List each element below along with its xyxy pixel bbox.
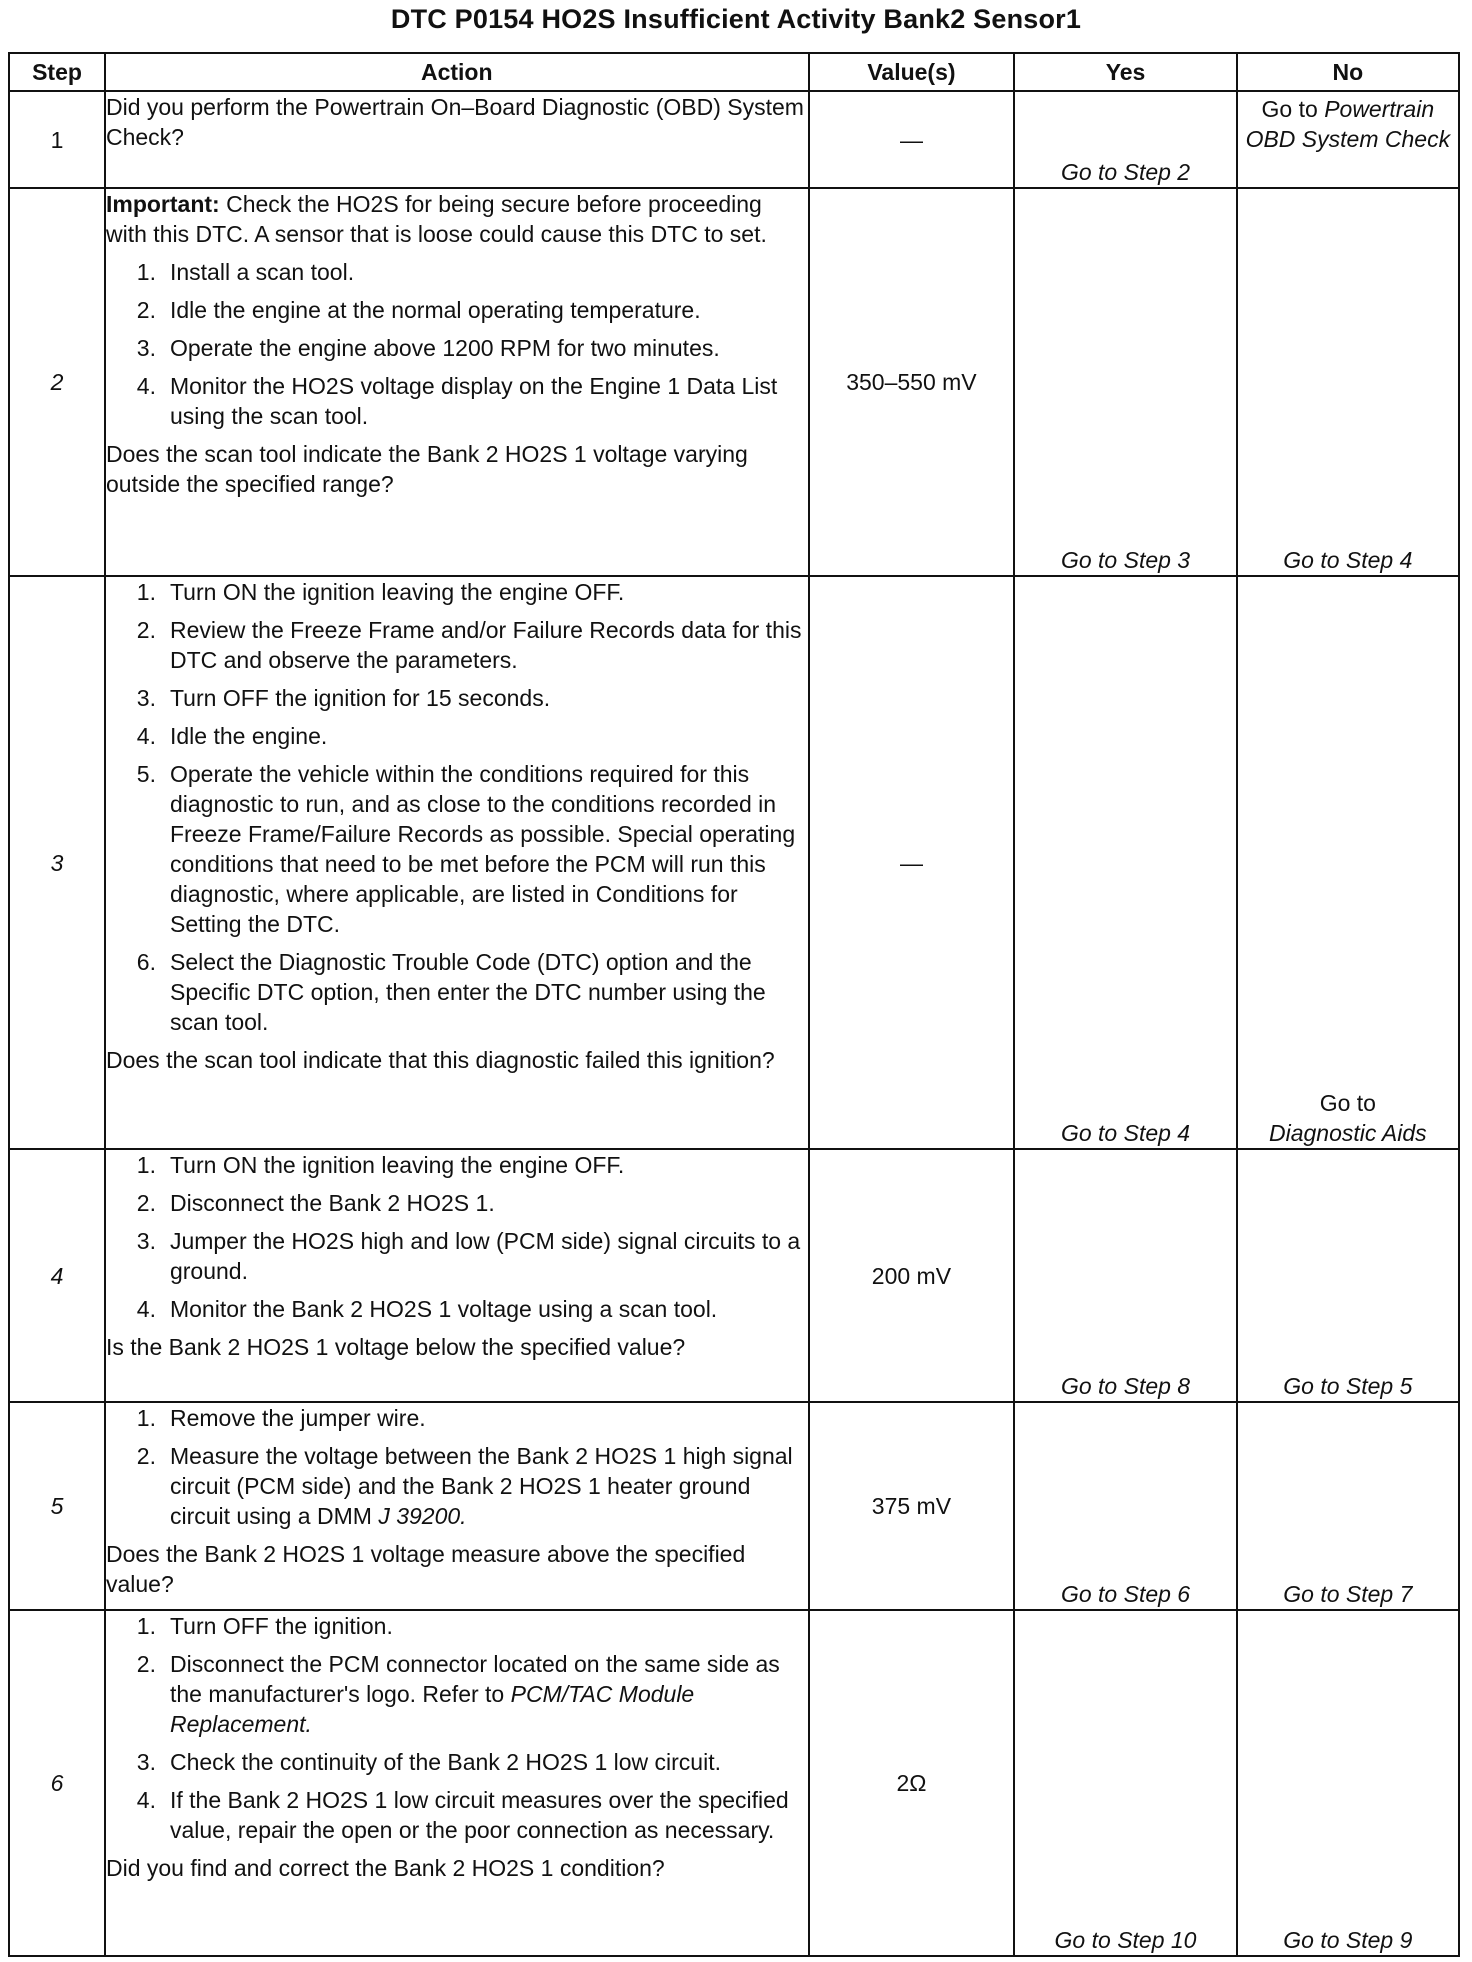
no-cell: Go to Step 7: [1237, 1402, 1459, 1610]
yes-cell: Go to Step 8: [1014, 1149, 1236, 1402]
value-cell: 350–550 mV: [809, 188, 1015, 576]
value-cell: —: [809, 91, 1015, 188]
list-item: 5. Operate the vehicle within the conditions required for this diagnostic to run, and as close to the conditions recorded in Freeze Frame/Failure Records as possible. Special operating conditions that need to be met before the PCM will run this diagnostic, where applicable, are listed in Conditions for Setting the DTC.: [136, 761, 796, 937]
important-note: [106, 189, 808, 249]
list-item: 2. Review the Freeze Frame and/or Failure Records data for this DTC and observe the parameters.: [136, 617, 802, 673]
step-number: 6: [9, 1610, 105, 1956]
yes-cell: Go to Step 2: [1014, 91, 1236, 188]
action-cell: [105, 1149, 809, 1402]
table-row: [9, 188, 1459, 576]
value-cell: —: [809, 576, 1015, 1149]
tool-reference: J 39200.: [378, 1503, 467, 1529]
table-row: [9, 576, 1459, 1149]
table-row: [9, 1402, 1459, 1610]
action-question: Is the Bank 2 HO2S 1 voltage below the specified value?: [105, 1334, 686, 1360]
action-question: Did you find and correct the Bank 2 HO2S 1 condition?: [105, 1855, 665, 1881]
list-item: 3. Jumper the HO2S high and low (PCM side) signal circuits to a ground.: [136, 1228, 801, 1284]
yes-cell: Go to Step 3: [1014, 188, 1236, 576]
step-list: [106, 1150, 808, 1324]
list-item: 4. If the Bank 2 HO2S 1 low circuit measures over the specified value, repair the open or the poor connection as necessary.: [136, 1787, 789, 1843]
step-list: [106, 1611, 808, 1845]
header-no: No: [1237, 53, 1459, 91]
list-item: 2. Disconnect the PCM connector located on the same side as the manufacturer's logo. Refer to PCM/TAC Module Replacement.: [136, 1651, 780, 1737]
procedure-reference: PCM/TAC Module Replacement.: [169, 1681, 695, 1737]
header-values: Value(s): [809, 53, 1015, 91]
page-title: DTC P0154 HO2S Insufficient Activity Bank2 Sensor1: [390, 4, 1082, 34]
step-list: [106, 1403, 808, 1531]
list-item: 1. Turn ON the ignition leaving the engine OFF.: [136, 1152, 625, 1178]
no-reference: Diagnostic Aids: [1269, 1120, 1427, 1146]
step-list: [106, 257, 808, 431]
value-cell: 2Ω: [809, 1610, 1015, 1956]
step-number: 1: [9, 91, 105, 188]
list-item: 3. Check the continuity of the Bank 2 HO2S 1 low circuit.: [136, 1749, 721, 1775]
action-cell: [105, 91, 809, 188]
yes-cell: Go to Step 6: [1014, 1402, 1236, 1610]
header-yes: Yes: [1014, 53, 1236, 91]
no-cell: Go to Step 4: [1237, 188, 1459, 576]
no-cell: [1237, 576, 1459, 1149]
value-cell: 200 mV: [809, 1149, 1015, 1402]
table-row: [9, 1149, 1459, 1402]
list-item: 1. Turn ON the ignition leaving the engine OFF.: [136, 579, 625, 605]
action-cell: [105, 576, 809, 1149]
list-item: 2. Disconnect the Bank 2 HO2S 1.: [136, 1190, 495, 1216]
no-prefix: Go to: [1261, 96, 1318, 122]
step-number: 3: [9, 576, 105, 1149]
list-item: 4. Idle the engine.: [136, 723, 328, 749]
action-question: Did you perform the Powertrain On–Board Diagnostic (OBD) System Check?: [105, 94, 804, 150]
list-item: 1. Remove the jumper wire.: [136, 1405, 426, 1431]
list-item: 4. Monitor the Bank 2 HO2S 1 voltage using a scan tool.: [136, 1296, 718, 1322]
action-question: Does the scan tool indicate the Bank 2 HO2S 1 voltage varying outside the specified range?: [105, 441, 748, 497]
list-item: 6. Select the Diagnostic Trouble Code (DTC) option and the Specific DTC option, then enter the DTC number using the scan tool.: [136, 949, 766, 1035]
no-cell: Go to Step 5: [1237, 1149, 1459, 1402]
no-reference: Powertrain OBD System Check: [1245, 96, 1451, 152]
header-step: Step: [9, 53, 105, 91]
no-cell: Go to Step 9: [1237, 1610, 1459, 1956]
list-item: 1. Turn OFF the ignition.: [136, 1613, 393, 1639]
action-question: Does the Bank 2 HO2S 1 voltage measure above the specified value?: [105, 1541, 746, 1597]
header-action: Action: [105, 53, 809, 91]
step-number: 5: [9, 1402, 105, 1610]
list-item: 3. Turn OFF the ignition for 15 seconds.: [136, 685, 551, 711]
yes-cell: Go to Step 4: [1014, 576, 1236, 1149]
step-number: 4: [9, 1149, 105, 1402]
table-row: [9, 91, 1459, 188]
yes-cell: Go to Step 10: [1014, 1610, 1236, 1956]
table-row: [9, 1610, 1459, 1956]
action-cell: [105, 1402, 809, 1610]
list-item: 4. Monitor the HO2S voltage display on the Engine 1 Data List using the scan tool.: [136, 373, 778, 429]
list-item: 2. Measure the voltage between the Bank 2 HO2S 1 high signal circuit (PCM side) and the Bank 2 HO2S 1 heater ground circuit using a DMM J 39200.: [136, 1443, 793, 1529]
action-question: Does the scan tool indicate that this diagnostic failed this ignition?: [105, 1047, 775, 1073]
important-text: Check the HO2S for being secure before proceeding with this DTC. A sensor that is loose could cause this DTC to set.: [105, 191, 767, 247]
action-cell: [105, 188, 809, 576]
no-cell: [1237, 91, 1459, 188]
value-cell: 375 mV: [809, 1402, 1015, 1610]
diagnostic-table: [8, 52, 1460, 1957]
no-prefix: Go to: [1319, 1090, 1376, 1116]
step-number: 2: [9, 188, 105, 576]
step-list: [106, 577, 808, 1037]
header-row: [9, 53, 1459, 91]
list-item: 1. Install a scan tool.: [136, 259, 355, 285]
action-cell: [105, 1610, 809, 1956]
list-item: 2. Idle the engine at the normal operating temperature.: [136, 297, 701, 323]
important-label: Important:: [105, 191, 220, 217]
list-item: 3. Operate the engine above 1200 RPM for two minutes.: [136, 335, 720, 361]
